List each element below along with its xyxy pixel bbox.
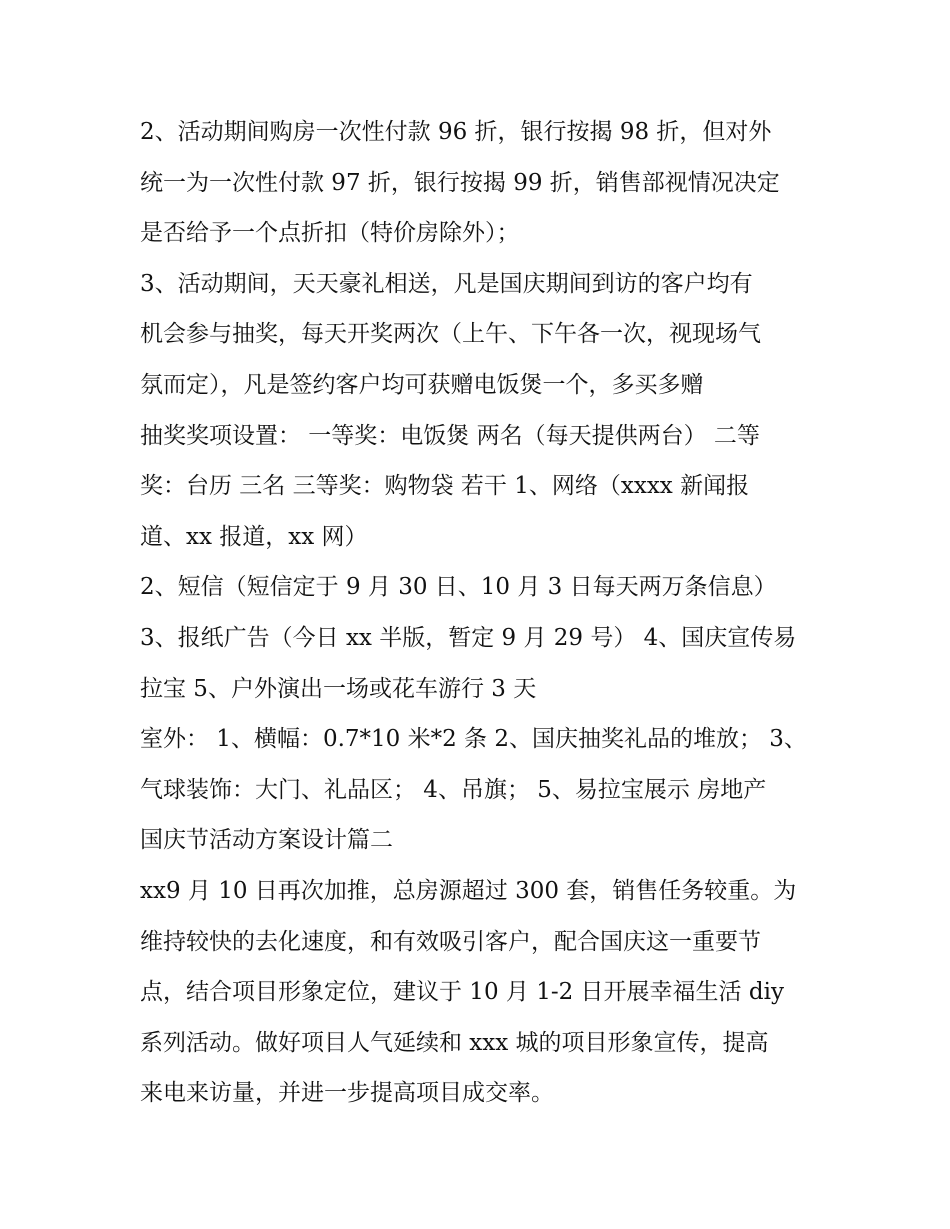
text-line: 统一为一次性付款 97 折，银行按揭 99 折，销售部视情况决定 bbox=[140, 169, 780, 196]
text-line: 点，结合项目形象定位，建议于 10 月 1-2 日开展幸福生活 diy bbox=[140, 979, 784, 1006]
text-line: 3、活动期间，天天豪礼相送，凡是国庆期间到访的客户均有 bbox=[140, 270, 753, 297]
text-line: 室外： 1、横幅：0.7*10 米*2 条 2、国庆抽奖礼品的堆放； 3、 bbox=[140, 726, 807, 753]
text-line: 是否给予一个点折扣（特价房除外）； bbox=[140, 220, 520, 247]
text-line: xx9 月 10 日再次加推，总房源超过 300 套，销售任务较重。为 bbox=[140, 877, 797, 904]
section-heading: 国庆节活动方案设计篇二 bbox=[140, 827, 393, 854]
document-body bbox=[140, 107, 820, 1119]
text-line: 气球装饰：大门、礼品区； 4、吊旗； 5、易拉宝展示 房地产 bbox=[140, 776, 767, 803]
text-line: 拉宝 5、户外演出一场或花车游行 3 天 bbox=[140, 675, 537, 702]
text-line: 奖：台历 三名 三等奖：购物袋 若干 1、网络（xxxx 新闻报 bbox=[140, 473, 750, 500]
text-line: 机会参与抽奖，每天开奖两次（上午、下午各一次，视现场气 bbox=[140, 321, 761, 348]
text-line: 道、xx 报道，xx 网） bbox=[140, 523, 368, 550]
text-line: 来电来访量，并进一步提高项目成交率。 bbox=[140, 1080, 554, 1107]
text-line: 2、短信（短信定于 9 月 30 日、10 月 3 日每天两万条信息） bbox=[140, 574, 777, 601]
text-line: 系列活动。做好项目人气延续和 xxx 城的项目形象宣传，提高 bbox=[140, 1029, 769, 1056]
text-line: 抽奖奖项设置： 一等奖：电饭煲 两名（每天提供两台） 二等 bbox=[140, 422, 760, 449]
text-line: 2、活动期间购房一次性付款 96 折，银行按揭 98 折，但对外 bbox=[140, 119, 772, 145]
text-line: 3、报纸广告（今日 xx 半版，暂定 9 月 29 号） 4、国庆宣传易 bbox=[140, 624, 797, 651]
text-line: 氛而定），凡是签约客户均可获赠电饭煲一个，多买多赠 bbox=[140, 371, 704, 398]
text-line: 维持较快的去化速度，和有效吸引客户，配合国庆这一重要节 bbox=[140, 928, 761, 955]
